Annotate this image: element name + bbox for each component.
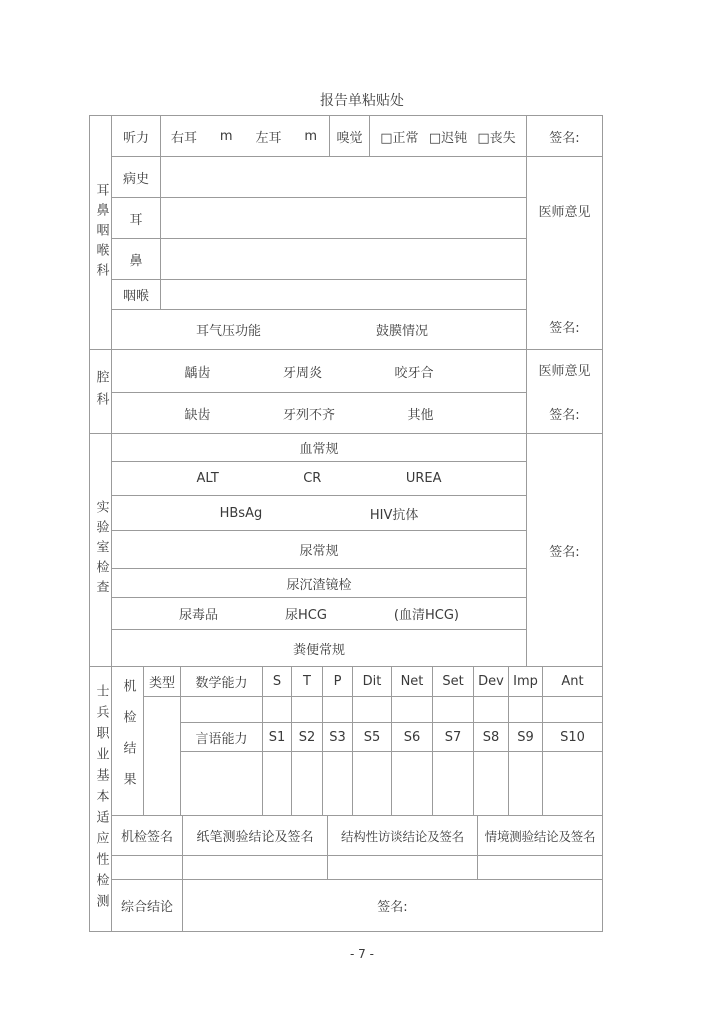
score-cell bbox=[543, 697, 602, 722]
serum-hcg-label: (血清HCG) bbox=[393, 608, 459, 623]
empty-cell bbox=[181, 697, 263, 722]
dental-doctor-opinion-cell bbox=[527, 350, 602, 433]
hiv-label: HIV抗体 bbox=[369, 507, 419, 523]
score-cell bbox=[474, 752, 509, 815]
score-cell bbox=[292, 752, 323, 815]
col-header-ant: Ant bbox=[561, 674, 584, 689]
empty-cell bbox=[161, 198, 526, 238]
ent-history-row bbox=[112, 157, 526, 198]
empty-cell bbox=[161, 157, 526, 197]
empty-cell bbox=[112, 856, 183, 879]
lab-urine-tests-row bbox=[112, 598, 526, 630]
ent-hearing-row bbox=[112, 116, 526, 157]
periodontitis-label: 牙周炎 bbox=[282, 365, 322, 381]
occlusion-label: 咬牙合 bbox=[394, 365, 434, 381]
score-cell bbox=[509, 752, 543, 815]
hearing-label-cell: 听力 bbox=[112, 116, 161, 156]
col-header-s5: S5 bbox=[353, 723, 392, 751]
col-header-p: P bbox=[323, 667, 353, 696]
empty-cell bbox=[181, 752, 263, 815]
section-label-ent: 耳鼻咽喉科 bbox=[93, 182, 109, 283]
page-number: - 7 - bbox=[350, 947, 374, 961]
col-header-s2: S2 bbox=[292, 723, 323, 751]
score-cell bbox=[323, 752, 353, 815]
dental-rows bbox=[112, 350, 526, 433]
eardrum-label: 鼓膜情况 bbox=[376, 324, 429, 339]
lab-urine-routine-row: 尿常规 bbox=[112, 531, 526, 569]
score-cell bbox=[509, 697, 543, 722]
lab-stool-routine-row: 粪便常规 bbox=[292, 642, 345, 658]
section-label-dental-cell bbox=[90, 350, 112, 433]
section-label-ent-cell bbox=[90, 116, 112, 349]
score-cell bbox=[433, 697, 474, 722]
throat-label-cell: 咽喉 bbox=[112, 280, 161, 309]
section-aptitude bbox=[90, 666, 602, 931]
summary-row bbox=[112, 880, 602, 931]
ent-rows bbox=[112, 116, 526, 349]
page-title: 报告单粘贴处 bbox=[320, 93, 404, 109]
score-cell bbox=[433, 752, 474, 815]
col-header-s1: S1 bbox=[263, 723, 292, 751]
section-label-lab-cell bbox=[90, 434, 112, 666]
score-grid bbox=[181, 667, 602, 815]
empty-cell bbox=[144, 697, 180, 815]
ent-sign-column bbox=[526, 116, 602, 349]
verbal-ability-label: 言语能力 bbox=[181, 723, 263, 751]
aptitude-body bbox=[112, 667, 602, 931]
ent-doctor-opinion-cell bbox=[527, 157, 602, 349]
machine-result-cell bbox=[112, 667, 144, 815]
urine-drug-label: 尿毒品 bbox=[178, 608, 218, 623]
dental-sign-column bbox=[526, 350, 602, 433]
col-header-set: Set bbox=[433, 667, 474, 696]
caries-label: 龋齿 bbox=[184, 365, 211, 381]
score-cell bbox=[543, 752, 602, 815]
hearing-values-cell bbox=[161, 116, 330, 156]
section-label-aptitude-cell bbox=[90, 667, 112, 931]
col-header-s10: S10 bbox=[560, 729, 585, 745]
score-cell bbox=[263, 697, 292, 722]
machine-sign-header: 机检签名 bbox=[112, 816, 183, 855]
empty-cell bbox=[161, 280, 526, 309]
empty-cell bbox=[478, 856, 602, 879]
lab-chem-row bbox=[112, 462, 526, 496]
missing-teeth-label: 缺齿 bbox=[184, 407, 211, 423]
type-column bbox=[144, 667, 181, 815]
col-header-dev: Dev bbox=[474, 667, 509, 696]
smell-label-cell: 嗅觉 bbox=[330, 116, 370, 156]
math-header-row bbox=[181, 667, 602, 697]
score-cell bbox=[474, 697, 509, 722]
section-dental bbox=[90, 349, 602, 433]
smell-options-cell bbox=[370, 116, 526, 156]
dental-row-2 bbox=[112, 393, 526, 433]
dental-row-1 bbox=[112, 350, 526, 393]
situational-test-header: 情境测验结论及签名 bbox=[484, 828, 596, 844]
score-cell bbox=[353, 697, 392, 722]
ent-throat-row bbox=[112, 280, 526, 310]
ent-nose-row bbox=[112, 239, 526, 280]
history-label-cell: 病史 bbox=[112, 157, 161, 197]
score-cell bbox=[353, 752, 392, 815]
cr-label: CR bbox=[303, 471, 322, 486]
score-cell bbox=[392, 752, 433, 815]
checkbox-option-normal: □正常 bbox=[380, 130, 419, 146]
empty-cell bbox=[161, 239, 526, 279]
math-score-row bbox=[181, 697, 602, 723]
col-header-dit: Dit bbox=[353, 667, 392, 696]
lab-rows bbox=[112, 434, 526, 666]
left-ear-label: 左耳 bbox=[255, 130, 282, 146]
section-lab bbox=[90, 433, 602, 666]
lab-body bbox=[112, 434, 602, 666]
col-header-s: S bbox=[263, 667, 292, 696]
right-ear-label: 右耳 bbox=[171, 130, 198, 146]
paper-test-header: 纸笔测验结论及签名 bbox=[183, 816, 328, 855]
machine-result-label: 机检结果 bbox=[120, 679, 136, 803]
ent-sign-top-cell: 签名: bbox=[527, 116, 602, 157]
checkbox-option-dull: □迟钝 bbox=[428, 130, 468, 146]
ent-body bbox=[112, 116, 602, 349]
conclusion-header-row bbox=[112, 816, 602, 856]
empty-cell bbox=[328, 856, 478, 879]
col-header-net: Net bbox=[392, 667, 433, 696]
urea-label: UREA bbox=[405, 471, 442, 486]
ear-pressure-label: 耳气压功能 bbox=[196, 324, 262, 339]
verbal-score-row bbox=[181, 752, 602, 815]
structured-interview-header: 结构性访谈结论及签名 bbox=[328, 816, 478, 855]
right-ear-unit: m bbox=[219, 128, 233, 144]
lab-sign-column: 签名: bbox=[526, 434, 602, 666]
section-label-aptitude: 士兵职业基本适应性检测 bbox=[93, 683, 109, 915]
ent-pressure-row bbox=[112, 310, 526, 349]
ear-label-cell: 耳 bbox=[112, 198, 161, 238]
conclusion-block bbox=[112, 815, 602, 931]
other-label: 其他 bbox=[407, 407, 434, 423]
checkbox-option-lost: □丧失 bbox=[477, 130, 516, 146]
sign-label: 签名: bbox=[549, 408, 580, 423]
math-ability-label: 数学能力 bbox=[181, 667, 263, 696]
section-label-dental: 腔科 bbox=[93, 369, 109, 414]
col-header-s8: S8 bbox=[474, 723, 509, 751]
lab-blood-routine-row: 血常规 bbox=[112, 434, 526, 462]
col-header-s6: S6 bbox=[392, 723, 433, 751]
lab-serology-row bbox=[112, 496, 526, 531]
left-ear-unit: m bbox=[304, 128, 317, 144]
col-header-imp: Imp bbox=[509, 667, 543, 696]
empty-cell bbox=[183, 856, 328, 879]
doctor-opinion-label: 医师意见 bbox=[538, 364, 591, 379]
machine-test-block bbox=[112, 667, 602, 815]
col-header-s7: S7 bbox=[433, 723, 474, 751]
score-cell bbox=[323, 697, 353, 722]
sign-label: 签名: bbox=[549, 321, 580, 336]
score-cell bbox=[292, 697, 323, 722]
lab-urine-sediment-row: 尿沉渣镜检 bbox=[112, 569, 526, 598]
nose-label-cell: 鼻 bbox=[112, 239, 161, 279]
medical-exam-table bbox=[89, 115, 603, 932]
summary-sign-cell: 签名: bbox=[377, 900, 408, 915]
hbsag-label: HBsAg bbox=[219, 505, 263, 521]
section-label-lab: 实验室检查 bbox=[93, 500, 109, 600]
type-label-cell: 类型 bbox=[144, 667, 180, 697]
urine-hcg-label: 尿HCG bbox=[284, 608, 327, 623]
score-cell bbox=[392, 697, 433, 722]
doctor-opinion-label: 医师意见 bbox=[538, 205, 591, 220]
section-ent bbox=[90, 116, 602, 349]
col-header-s9: S9 bbox=[509, 723, 543, 751]
score-cell bbox=[263, 752, 292, 815]
alt-label: ALT bbox=[196, 471, 219, 486]
col-header-s3: S3 bbox=[323, 723, 353, 751]
dental-body bbox=[112, 350, 602, 433]
misaligned-teeth-label: 牙列不齐 bbox=[282, 407, 335, 423]
ent-ear-row bbox=[112, 198, 526, 239]
conclusion-entry-row bbox=[112, 856, 602, 880]
col-header-t: T bbox=[292, 667, 323, 696]
verbal-header-row bbox=[181, 723, 602, 752]
summary-label-cell: 综合结论 bbox=[112, 880, 183, 931]
